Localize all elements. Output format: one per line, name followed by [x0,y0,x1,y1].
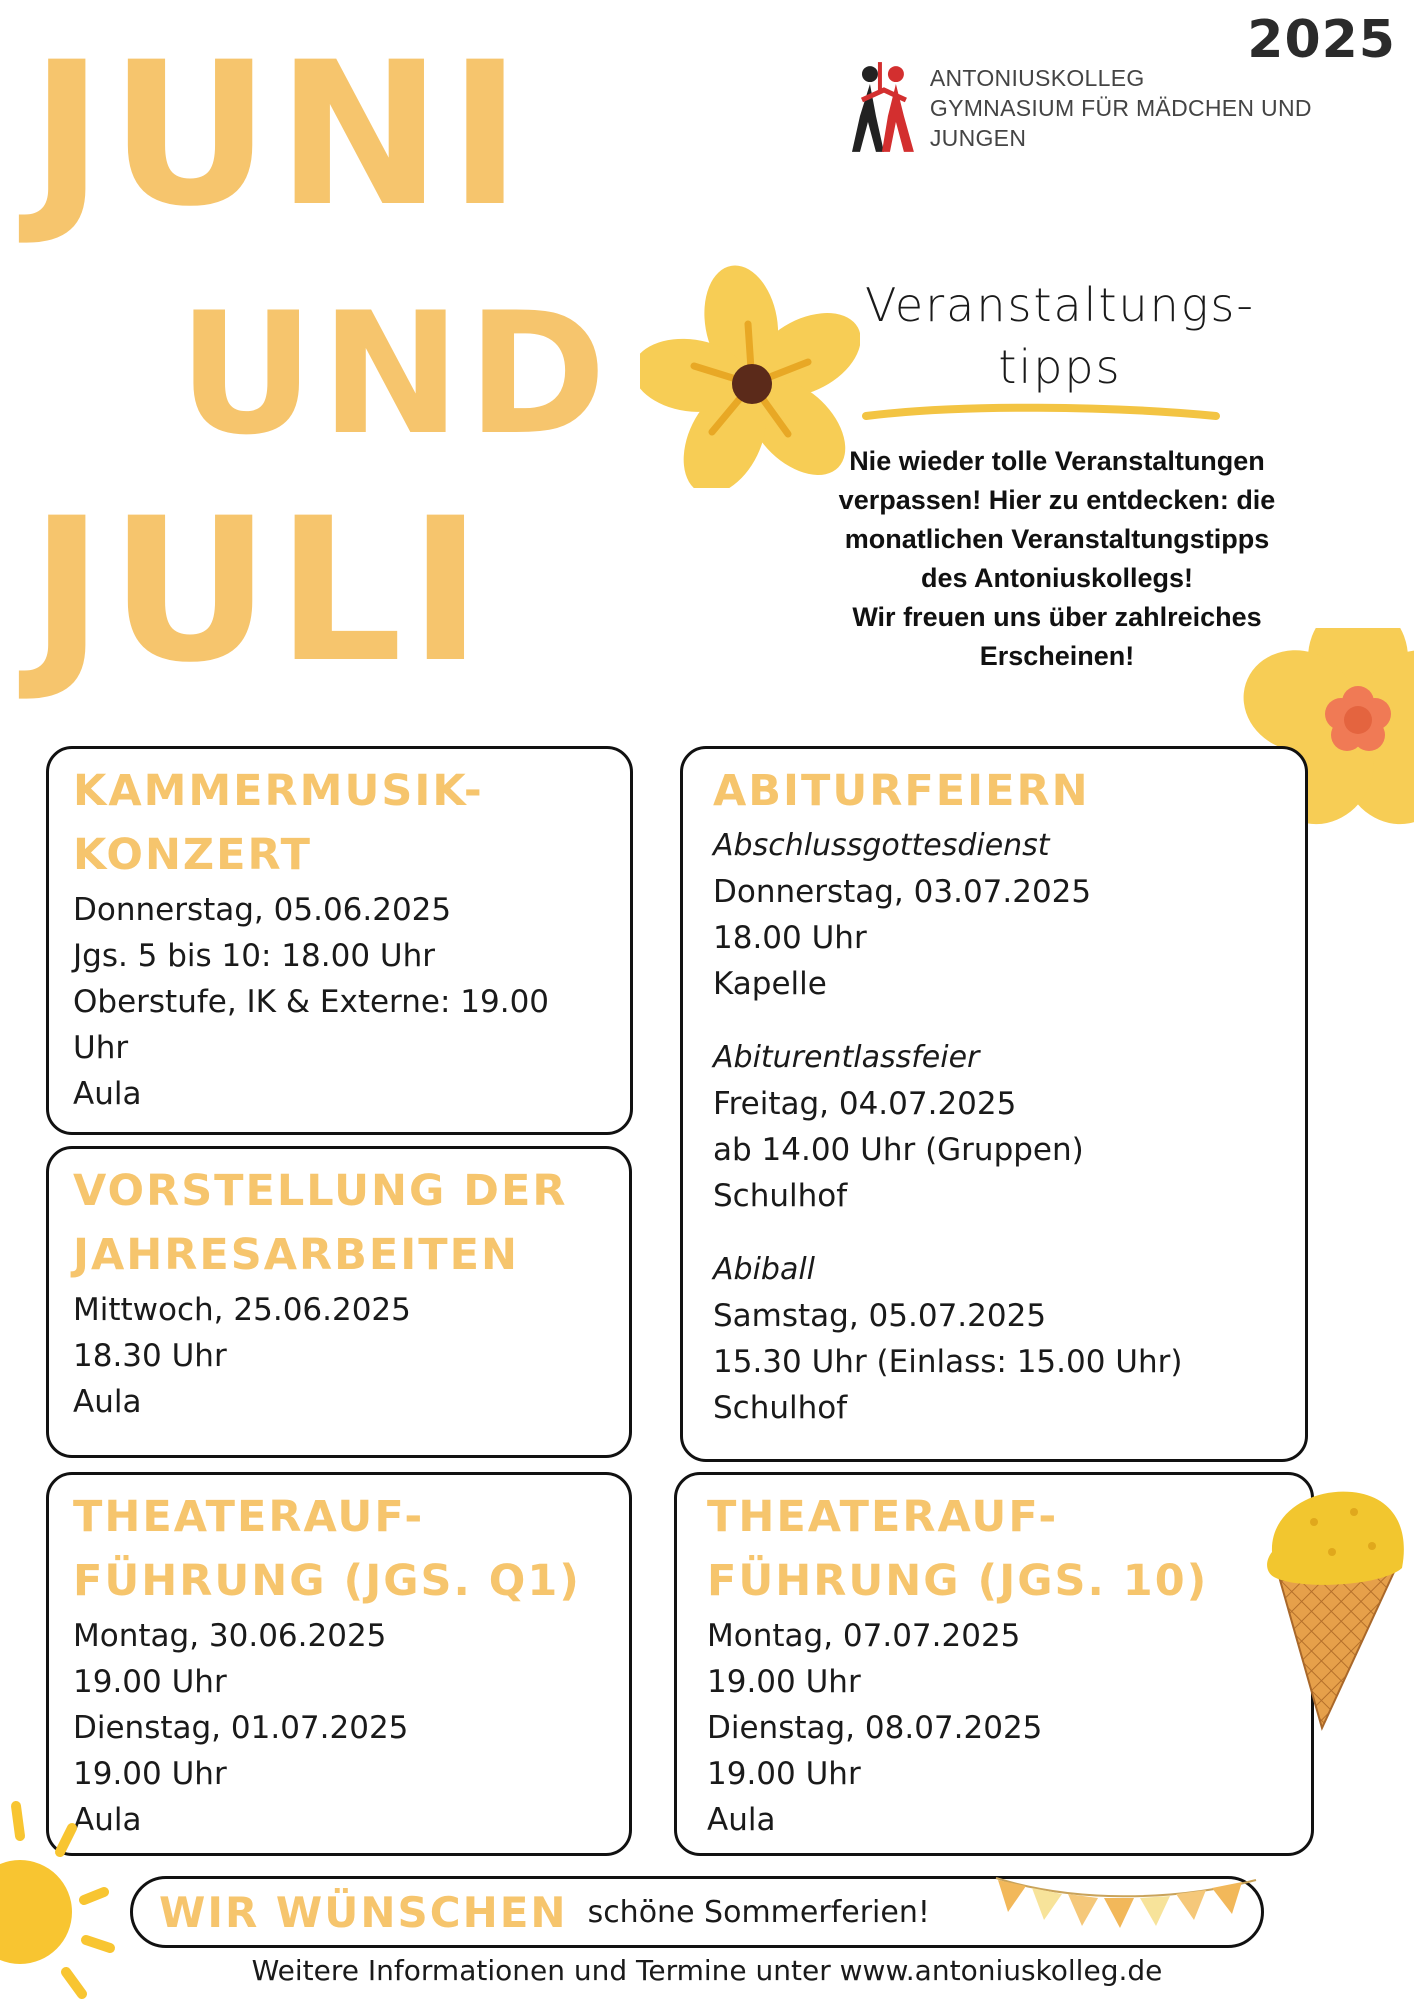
event-line: Aula [73,1802,142,1838]
school-logo[interactable] [850,60,1414,156]
event-line: Aula [73,1076,142,1112]
year-label: 2025 [1247,10,1396,70]
event-title: THEATERAUF- [73,1492,425,1542]
logo-icon [850,60,918,156]
farewell-strong: WIR WÜNSCHEN [159,1887,568,1937]
event-line: Mittwoch, 25.06.2025 [73,1292,411,1328]
event-line: Donnerstag, 03.07.2025 [713,874,1092,910]
event-line: Aula [707,1802,776,1838]
event-line: 19.00 Uhr [73,1756,227,1792]
intro-line: des Antoniuskollegs! [920,563,1194,593]
heading-underline [862,402,1222,424]
logo-line1: ANTONIUSKOLLEG [929,65,1145,91]
logo-line2: GYMNASIUM FÜR MÄDCHEN UND JUNGEN [929,95,1312,151]
event-title: FÜHRUNG (JGS. Q1) [73,1556,581,1606]
event-title: THEATERAUF- [707,1492,1059,1542]
event-line: Montag, 30.06.2025 [73,1618,387,1654]
tips-heading-line1: Veranstaltungs- [865,278,1255,332]
event-line: Uhr [73,1030,129,1066]
bunting-icon [992,1872,1260,1942]
sub-event-name: Abiturentlassfeier [713,1040,980,1075]
event-line: Schulhof [713,1178,848,1214]
event-card-theater-q1 [46,1472,632,1856]
event-line: Aula [73,1384,142,1420]
event-line: 18.00 Uhr [713,920,867,956]
event-card-theater-10 [674,1472,1314,1856]
intro-line: Erscheinen! [979,641,1135,671]
farewell-rest: schöne Sommerferien! [587,1894,930,1930]
event-title: VORSTELLUNG DER [73,1166,568,1216]
event-title: KAMMERMUSIK- [73,766,484,816]
sub-event-name: Abiball [713,1252,815,1287]
event-line: Jgs. 5 bis 10: 18.00 Uhr [73,938,435,974]
headline-juni: JUNI [30,19,528,250]
event-line: 19.00 Uhr [73,1664,227,1700]
event-line: Kapelle [713,966,827,1002]
event-line: Oberstufe, IK & Externe: 19.00 [73,984,550,1020]
event-line: Samstag, 05.07.2025 [713,1298,1047,1334]
event-line: 15.30 Uhr (Einlass: 15.00 Uhr) [713,1344,1183,1380]
event-line: 18.30 Uhr [73,1338,227,1374]
tips-heading-line2: tipps [998,340,1122,394]
event-line: 19.00 Uhr [707,1664,861,1700]
event-line: Montag, 07.07.2025 [707,1618,1021,1654]
event-line: ab 14.00 Uhr (Gruppen) [713,1132,1084,1168]
event-title: FÜHRUNG (JGS. 10) [707,1556,1209,1606]
event-line: Freitag, 04.07.2025 [713,1086,1017,1122]
event-title: JAHRESARBEITEN [73,1230,519,1280]
intro-line: Nie wieder tolle Veranstaltungen [849,446,1265,476]
event-title: ABITURFEIERN [713,766,1090,816]
ice-cream-icon [1262,1482,1412,1732]
tips-heading [800,274,1320,398]
event-line: Schulhof [713,1390,848,1426]
event-line: Dienstag, 08.07.2025 [707,1710,1043,1746]
footer-text: Weitere Informationen und Termine unter www.antoniuskolleg.de [251,1954,1163,1987]
event-title: KONZERT [73,830,312,880]
event-card-kammermusik [46,746,633,1135]
intro-line: verpassen! Hier zu entdecken: die [838,485,1276,515]
headline-und: UND [178,276,613,472]
intro-line: monatlichen Veranstaltungstipps [844,524,1270,554]
event-line: Donnerstag, 05.06.2025 [73,892,452,928]
headline-juli: JULI [30,475,489,706]
event-line: 19.00 Uhr [707,1756,861,1792]
event-line: Dienstag, 01.07.2025 [73,1710,409,1746]
intro-line: Wir freuen uns über zahlreiches [852,602,1262,632]
event-card-jahresarbeiten [46,1146,632,1458]
event-card-abiturfeiern [680,746,1308,1462]
sub-event-name: Abschlussgottesdienst [713,828,1050,863]
